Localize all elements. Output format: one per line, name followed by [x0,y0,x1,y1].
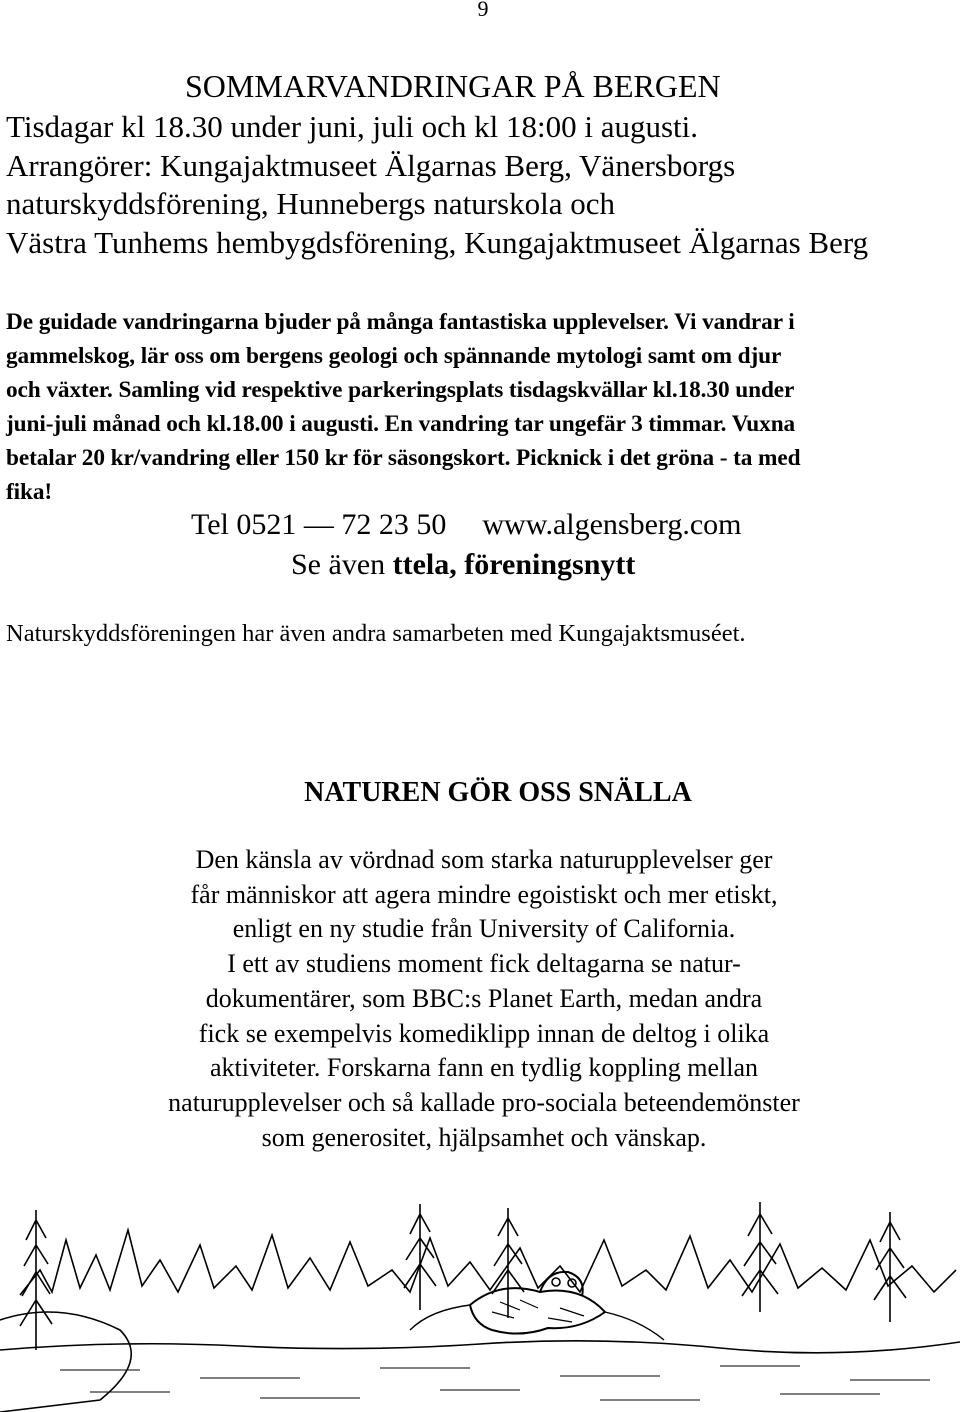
description-line: gammelskog, lär oss om bergens geologi och spännande mytologi samt om djur [6,343,782,369]
see-also-prefix: Se även [291,548,386,581]
article-line: fick se exempelvis komediklipp innan de deltog i olika [198,1018,770,1048]
section-title: SOMMARVANDRINGAR PÅ BERGEN [185,68,721,104]
description-line: och växter. Samling vid respektive parkeringsplats tisdagskvällar kl.18.30 under [6,377,795,403]
description-line: fika! [6,479,53,505]
intro-line: Tisdagar kl 18.30 under juni, juli och kl 18:00 i augusti. [6,109,699,144]
see-also-source: ttela, föreningsnytt [392,548,636,581]
page-number: 9 [477,0,489,21]
intro-line: Västra Tunhems hembygdsförening, Kungajaktmuseet Älgarnas Berg [6,224,869,260]
article-line: dokumentärer, som BBC:s Planet Earth, medan andra [205,983,763,1013]
article-line: som generositet, hjälpsamhet och vänskap. [261,1122,707,1152]
article-line: Den känsla av vördnad som starka naturupplevelser ger [195,845,773,874]
article-line: I ett av studiens moment fick deltagarna se natur- [227,949,741,979]
article-line: får människor att agera mindre egoistiskt och mer etiskt, [190,879,778,909]
intro-block [6,108,868,262]
article-line: naturupplevelser och så kallade pro-sociala beteendemönster [168,1087,800,1117]
intro-line: Arrangörer: Kungajaktmuseet Älgarnas Berg, Vänersborgs [6,147,736,183]
article-body [0,843,960,1155]
description-paragraph [6,305,800,509]
description-line: juni-juli månad och kl.18.00 i augusti. En vandring tar ungefär 3 timmar. Vuxna [6,411,796,437]
article-heading: NATUREN GÖR OSS SNÄLLA [304,777,692,808]
see-also-line [291,548,635,582]
article-line: aktiviteter. Forskarna fann en tydlig koppling mellan [209,1053,759,1083]
cooperation-note: Naturskyddsföreningen har även andra samarbeten med Kungajaktsmuséet. [6,620,746,647]
article-line: enligt en ny studie från University of California. [232,914,736,944]
website-link[interactable]: www.algensberg.com [482,508,742,541]
phone-number: Tel 0521 — 72 23 50 [191,508,447,541]
owl-forest-illustration [0,1200,960,1412]
intro-line: naturskyddsförening, Hunnebergs naturskola och [6,186,615,221]
description-line: De guidade vandringarna bjuder på många fantastiska upplevelser. Vi vandrar i [6,309,795,335]
description-line: betalar 20 kr/vandring eller 150 kr för säsongskort. Picknick i det gröna - ta med [6,445,801,471]
contact-line [191,508,742,542]
